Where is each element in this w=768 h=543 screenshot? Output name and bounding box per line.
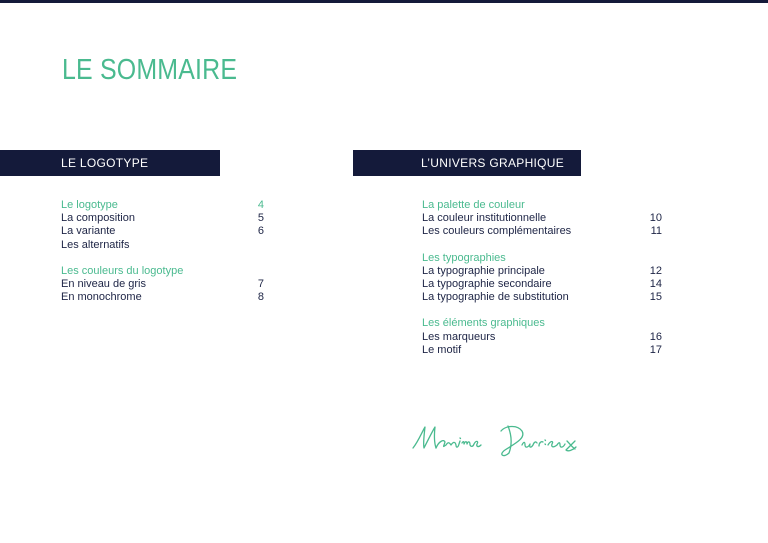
toc-entry[interactable] bbox=[422, 278, 662, 291]
toc-page-number: 8 bbox=[257, 291, 264, 304]
toc-group bbox=[422, 252, 662, 305]
signature-maxime-durieux bbox=[408, 412, 628, 464]
toc-entry[interactable] bbox=[422, 291, 662, 304]
toc-heading-label: Les éléments graphiques bbox=[422, 317, 545, 330]
toc-page-number: 10 bbox=[649, 212, 662, 225]
toc-entry[interactable] bbox=[61, 278, 264, 291]
toc-logotype bbox=[61, 199, 264, 317]
toc-entry-label: La typographie de substitution bbox=[422, 291, 569, 304]
toc-heading-label: Les typographies bbox=[422, 251, 506, 264]
toc-entry-label: En niveau de gris bbox=[61, 277, 146, 290]
toc-page-number: 16 bbox=[649, 330, 662, 343]
toc-group bbox=[422, 317, 662, 357]
toc-group-heading[interactable] bbox=[61, 199, 264, 212]
page-title: LE SOMMAIRE bbox=[62, 54, 238, 86]
toc-entry-label: Les couleurs complémentaires bbox=[422, 225, 572, 238]
toc-entry-label: Le motif bbox=[422, 343, 462, 356]
toc-group bbox=[422, 199, 662, 239]
toc-page-number: 11 bbox=[650, 225, 662, 238]
toc-entry-label: Les alternatifs bbox=[61, 238, 130, 251]
toc-entry[interactable] bbox=[422, 265, 662, 278]
toc-page-number: 15 bbox=[649, 291, 662, 304]
toc-entry[interactable] bbox=[61, 239, 264, 252]
toc-entry-label: La couleur institutionnelle bbox=[422, 212, 547, 225]
toc-page-number: 14 bbox=[649, 277, 662, 290]
toc-entry[interactable] bbox=[61, 291, 264, 304]
section-header-logotype: LE LOGOTYPE bbox=[0, 150, 220, 176]
toc-entry-label: La typographie principale bbox=[422, 264, 545, 277]
toc-group-heading[interactable] bbox=[61, 265, 264, 278]
toc-page-number: 6 bbox=[257, 225, 264, 238]
toc-group-heading[interactable] bbox=[422, 252, 662, 265]
section-header-univers-graphique: L’UNIVERS GRAPHIQUE bbox=[353, 150, 581, 176]
toc-entry[interactable] bbox=[422, 344, 662, 357]
toc-entry-label: Les marqueurs bbox=[422, 330, 496, 343]
toc-univers-graphique bbox=[422, 199, 662, 370]
toc-entry[interactable] bbox=[422, 212, 662, 225]
toc-group bbox=[61, 265, 264, 305]
toc-entry[interactable] bbox=[61, 212, 264, 225]
toc-entry[interactable] bbox=[422, 225, 662, 238]
toc-group-heading[interactable] bbox=[422, 317, 662, 330]
toc-page-number: 4 bbox=[257, 199, 264, 211]
toc-entry-label: La typographie secondaire bbox=[422, 277, 552, 290]
toc-entry-label: La composition bbox=[61, 212, 135, 225]
toc-page-number: 12 bbox=[649, 264, 662, 277]
toc-entry[interactable] bbox=[422, 331, 662, 344]
toc-page-number: 5 bbox=[257, 212, 264, 225]
toc-entry-label: La variante bbox=[61, 225, 116, 238]
toc-group-heading[interactable] bbox=[422, 199, 662, 212]
top-rule bbox=[0, 0, 768, 3]
toc-entry-label: En monochrome bbox=[61, 291, 142, 304]
toc-heading-label: Le logotype bbox=[61, 199, 118, 211]
toc-page-number: 17 bbox=[649, 343, 662, 356]
toc-group bbox=[61, 199, 264, 252]
toc-page-number: 7 bbox=[257, 277, 264, 290]
toc-heading-label: Les couleurs du logotype bbox=[61, 264, 184, 277]
toc-entry[interactable] bbox=[61, 225, 264, 238]
toc-heading-label: La palette de couleur bbox=[422, 199, 525, 211]
